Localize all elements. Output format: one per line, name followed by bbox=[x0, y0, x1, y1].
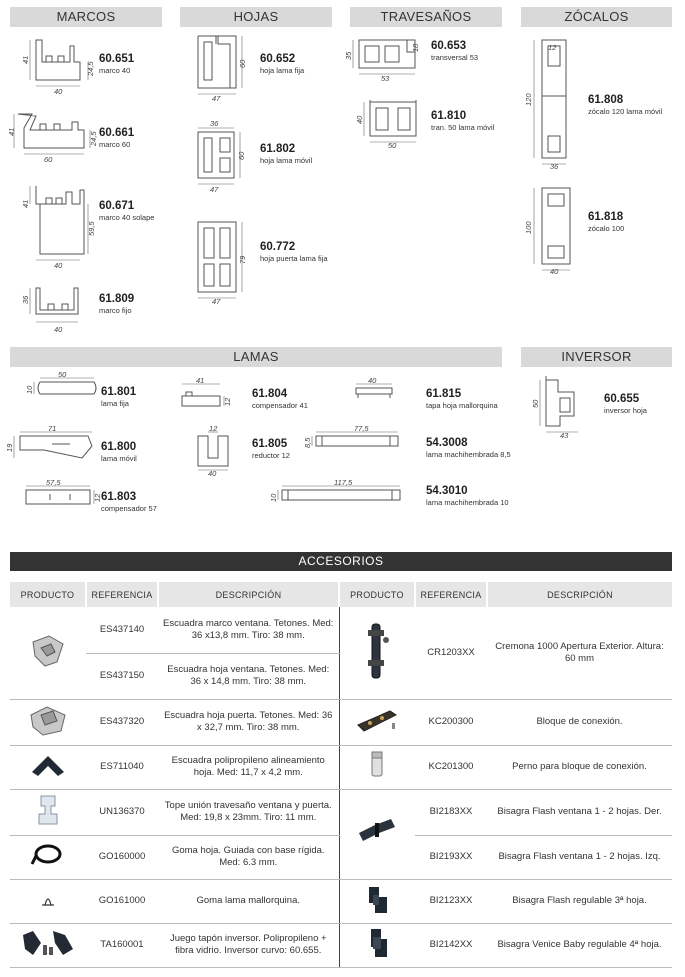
profile-desc: zócalo 120 lama móvil bbox=[588, 107, 663, 116]
ref-cell: ES711040 bbox=[86, 745, 158, 789]
svg-text:40: 40 bbox=[54, 87, 63, 96]
desc-cell: Goma lama mallorquina. bbox=[158, 879, 339, 923]
profile-code: 61.809 bbox=[99, 293, 135, 305]
desc-cell: Bisagra Flash ventana 1 - 2 hojas. Izq. bbox=[487, 835, 672, 879]
table-header bbox=[10, 582, 672, 607]
product-image bbox=[10, 923, 86, 967]
svg-text:12: 12 bbox=[223, 397, 232, 406]
profile-desc: transversal 53 bbox=[431, 53, 479, 62]
product-image bbox=[339, 745, 415, 789]
profile-60653-drawing bbox=[345, 36, 427, 82]
section-inversor: INVERSOR bbox=[521, 347, 672, 367]
svg-text:57,5: 57,5 bbox=[46, 478, 61, 487]
svg-text:60: 60 bbox=[237, 151, 246, 160]
product-image bbox=[10, 699, 86, 745]
svg-text:59,5: 59,5 bbox=[87, 221, 96, 236]
svg-text:47: 47 bbox=[212, 297, 221, 306]
svg-text:40: 40 bbox=[355, 115, 364, 124]
table-row bbox=[10, 607, 672, 653]
svg-text:10: 10 bbox=[269, 493, 278, 502]
desc-cell: Perno para bloque de conexión. bbox=[487, 745, 672, 789]
profile-code: 61.815 bbox=[426, 388, 462, 400]
svg-text:12: 12 bbox=[548, 43, 557, 52]
profile-code: 60.671 bbox=[99, 200, 135, 212]
profile-code: 60.772 bbox=[260, 241, 296, 253]
svg-text:40: 40 bbox=[54, 261, 63, 270]
corner-bracket-icon bbox=[27, 634, 69, 668]
profile-code: 61.808 bbox=[588, 94, 624, 106]
svg-text:47: 47 bbox=[210, 185, 219, 194]
transom-stop-icon bbox=[33, 792, 63, 828]
desc-cell: Escuadra hoja puerta. Tetones. Med: 36 x 32,7 mm. Tiro: 38 mm. bbox=[158, 699, 339, 745]
section-travesanos: TRAVESAÑOS bbox=[350, 7, 502, 27]
svg-text:47: 47 bbox=[212, 94, 221, 103]
ref-cell: TA160001 bbox=[86, 923, 158, 967]
svg-text:36: 36 bbox=[210, 119, 219, 128]
ref-cell: UN136370 bbox=[86, 789, 158, 835]
product-image bbox=[10, 835, 86, 879]
bolt-icon bbox=[367, 748, 387, 782]
svg-text:77,5: 77,5 bbox=[354, 424, 369, 433]
profile-code: 60.655 bbox=[604, 393, 640, 405]
svg-text:41: 41 bbox=[21, 199, 30, 208]
profile-61818-drawing bbox=[520, 184, 582, 276]
product-image bbox=[339, 923, 415, 967]
accesorios-title: ACCESORIOS bbox=[10, 552, 672, 571]
profile-code: 60.652 bbox=[260, 53, 296, 65]
svg-text:12: 12 bbox=[93, 493, 102, 502]
col-referencia: REFERENCIA bbox=[415, 582, 487, 607]
svg-text:36: 36 bbox=[550, 162, 559, 171]
section-hojas: HOJAS bbox=[180, 7, 332, 27]
ref-cell: BI2183XX bbox=[415, 789, 487, 835]
section-marcos: MARCOS bbox=[10, 7, 162, 27]
product-image bbox=[10, 745, 86, 789]
section-lamas: LAMAS bbox=[10, 347, 502, 367]
svg-text:41: 41 bbox=[21, 55, 30, 64]
profile-desc: marco fijo bbox=[99, 306, 132, 315]
profile-desc: zócalo 100 bbox=[588, 224, 625, 233]
svg-text:60: 60 bbox=[238, 59, 247, 68]
ref-cell: ES437140 bbox=[86, 607, 158, 653]
profile-543008-drawing bbox=[302, 424, 406, 454]
profile-code: 61.802 bbox=[260, 143, 296, 155]
svg-text:50: 50 bbox=[531, 399, 540, 408]
ref-cell: BI2123XX bbox=[415, 879, 487, 923]
gasket-icon bbox=[30, 842, 66, 868]
svg-text:35: 35 bbox=[344, 51, 353, 60]
product-image bbox=[339, 607, 415, 699]
desc-cell: Bloque de conexión. bbox=[487, 699, 672, 745]
svg-text:36: 36 bbox=[21, 295, 30, 304]
svg-text:117,5: 117,5 bbox=[334, 478, 353, 487]
svg-text:79: 79 bbox=[238, 255, 247, 264]
profile-60651-drawing bbox=[22, 38, 97, 96]
profile-code: 61.804 bbox=[252, 388, 288, 400]
table-row bbox=[10, 879, 672, 923]
svg-text:40: 40 bbox=[208, 469, 217, 478]
section-zocalos: ZÓCALOS bbox=[521, 7, 672, 27]
profile-desc: inversor hoja bbox=[604, 406, 647, 415]
profile-desc: lama fija bbox=[101, 399, 129, 408]
profile-desc: reductor 12 bbox=[252, 451, 290, 460]
svg-text:100: 100 bbox=[524, 221, 533, 234]
profile-61808-drawing bbox=[520, 36, 582, 171]
profile-61801-drawing bbox=[20, 372, 100, 404]
ref-cell: ES437150 bbox=[86, 653, 158, 699]
profile-60772-drawing bbox=[190, 218, 260, 304]
svg-text:40: 40 bbox=[550, 267, 559, 276]
profile-desc: lama móvil bbox=[101, 454, 137, 463]
col-referencia: REFERENCIA bbox=[86, 582, 158, 607]
svg-text:40: 40 bbox=[54, 325, 63, 334]
table-row bbox=[10, 789, 672, 835]
svg-text:120: 120 bbox=[524, 93, 533, 106]
product-image bbox=[339, 879, 415, 923]
desc-cell: Escuadra marco ventana. Tetones. Med: 36 x13,8 mm. Tiro: 38 mm. bbox=[158, 607, 339, 653]
adjustable-hinge-icon bbox=[361, 881, 393, 917]
svg-text:40: 40 bbox=[368, 376, 377, 385]
col-descripcion: DESCRIPCIÓN bbox=[158, 582, 339, 607]
table-row bbox=[10, 699, 672, 745]
profile-desc: tapa hoja mallorquina bbox=[426, 401, 498, 410]
profile-desc: lama machihembrada 8,5 bbox=[426, 450, 511, 459]
profile-60652-drawing bbox=[190, 32, 260, 102]
profile-desc: marco 40 solape bbox=[99, 213, 155, 222]
profile-61802-drawing bbox=[190, 119, 260, 194]
desc-cell: Escuadra polipropileno alineamiento hoja. Med: 11,7 x 4,2 mm. bbox=[158, 745, 339, 789]
svg-text:71: 71 bbox=[48, 424, 57, 433]
profile-desc: tran. 50 lama móvil bbox=[431, 123, 495, 132]
desc-cell: Goma hoja. Guiada con base rígida. Med: 6.3 mm. bbox=[158, 835, 339, 879]
profile-code: 54.3010 bbox=[426, 485, 468, 497]
profile-543010-drawing bbox=[268, 478, 408, 508]
profile-desc: compensador 41 bbox=[252, 401, 308, 410]
col-descripcion: DESCRIPCIÓN bbox=[487, 582, 672, 607]
profile-61815-drawing bbox=[350, 378, 398, 404]
slat-gasket-icon bbox=[38, 889, 58, 909]
desc-cell: Bisagra Venice Baby regulable 4ª hoja. bbox=[487, 923, 672, 967]
profile-code: 60.661 bbox=[99, 127, 135, 139]
profile-code: 61.803 bbox=[101, 491, 137, 503]
svg-text:10: 10 bbox=[25, 385, 34, 394]
svg-text:24,5: 24,5 bbox=[86, 61, 95, 76]
profile-desc: hoja puerta lama fija bbox=[260, 254, 328, 263]
profile-code: 54.3008 bbox=[426, 437, 468, 449]
svg-text:19: 19 bbox=[5, 443, 14, 452]
profile-desc: lama machihembrada 10 bbox=[426, 498, 509, 507]
profile-code: 60.651 bbox=[99, 53, 135, 65]
product-image bbox=[339, 699, 415, 745]
svg-text:60: 60 bbox=[44, 155, 53, 164]
profile-code: 61.801 bbox=[101, 386, 137, 398]
profile-code: 60.653 bbox=[431, 40, 467, 52]
desc-cell: Escuadra hoja ventana. Tetones. Med: 36 x 14,8 mm. Tiro: 38 mm. bbox=[158, 653, 339, 699]
profile-desc: hoja lama fija bbox=[260, 66, 305, 75]
table-row bbox=[10, 923, 672, 967]
svg-text:8,5: 8,5 bbox=[303, 437, 312, 448]
connection-block-icon bbox=[354, 705, 400, 735]
ref-cell: CR1203XX bbox=[415, 607, 487, 699]
svg-text:50: 50 bbox=[58, 370, 67, 379]
svg-text:41: 41 bbox=[196, 376, 205, 385]
svg-text:41: 41 bbox=[7, 127, 16, 136]
profile-61805-drawing bbox=[192, 424, 248, 478]
product-image bbox=[10, 789, 86, 835]
desc-cell: Cremona 1000 Apertura Exterior. Altura: 60 mm bbox=[487, 607, 672, 699]
ref-cell: KC201300 bbox=[415, 745, 487, 789]
venice-hinge-icon bbox=[361, 925, 393, 961]
svg-text:50: 50 bbox=[388, 141, 397, 150]
profile-code: 61.810 bbox=[431, 110, 467, 122]
ref-cell: BI2142XX bbox=[415, 923, 487, 967]
profile-code: 61.818 bbox=[588, 211, 624, 223]
profile-60661-drawing bbox=[7, 108, 98, 164]
svg-text:12: 12 bbox=[209, 424, 218, 433]
door-bracket-icon bbox=[27, 703, 69, 737]
col-producto: PRODUCTO bbox=[10, 582, 86, 607]
hinge-icon bbox=[355, 813, 399, 851]
product-image bbox=[339, 789, 415, 879]
svg-text:43: 43 bbox=[560, 431, 569, 440]
profile-61800-drawing bbox=[5, 424, 100, 464]
profile-61803-drawing bbox=[20, 480, 100, 512]
profile-code: 61.800 bbox=[101, 441, 137, 453]
desc-cell: Bisagra Flash regulable 3ª hoja. bbox=[487, 879, 672, 923]
ref-cell: GO160000 bbox=[86, 835, 158, 879]
inverter-cap-icon bbox=[19, 925, 77, 961]
polypropylene-corner-icon bbox=[28, 750, 68, 780]
ref-cell: BI2193XX bbox=[415, 835, 487, 879]
profile-61809-drawing bbox=[22, 284, 97, 336]
ref-cell: GO161000 bbox=[86, 879, 158, 923]
profile-desc: marco 40 bbox=[99, 66, 131, 75]
profile-desc: hoja lama móvil bbox=[260, 156, 313, 165]
product-image bbox=[10, 879, 86, 923]
svg-text:18: 18 bbox=[411, 43, 420, 52]
col-producto: PRODUCTO bbox=[339, 582, 415, 607]
profile-61810-drawing bbox=[355, 100, 428, 150]
svg-text:53: 53 bbox=[381, 74, 390, 83]
svg-text:24,5: 24,5 bbox=[89, 131, 98, 146]
profile-60671-drawing bbox=[22, 184, 97, 270]
desc-cell: Juego tapón inversor. Polipropileno + fibra vidrio. Inversor curvo: 60.655. bbox=[158, 923, 339, 967]
desc-cell: Bisagra Flash ventana 1 - 2 hojas. Der. bbox=[487, 789, 672, 835]
profile-60655-drawing bbox=[530, 376, 602, 442]
cremona-icon bbox=[362, 620, 392, 682]
profile-desc: compensador 57 bbox=[101, 504, 157, 513]
ref-cell: KC200300 bbox=[415, 699, 487, 745]
product-image bbox=[10, 607, 86, 699]
profile-desc: marco 60 bbox=[99, 140, 131, 149]
table-row bbox=[10, 745, 672, 789]
accesorios-table bbox=[10, 582, 672, 968]
profile-code: 61.805 bbox=[252, 438, 288, 450]
desc-cell: Tope unión travesaño ventana y puerta. Med: 19,8 x 23mm. Tiro: 11 mm. bbox=[158, 789, 339, 835]
ref-cell: ES437320 bbox=[86, 699, 158, 745]
profile-61804-drawing bbox=[176, 378, 250, 408]
